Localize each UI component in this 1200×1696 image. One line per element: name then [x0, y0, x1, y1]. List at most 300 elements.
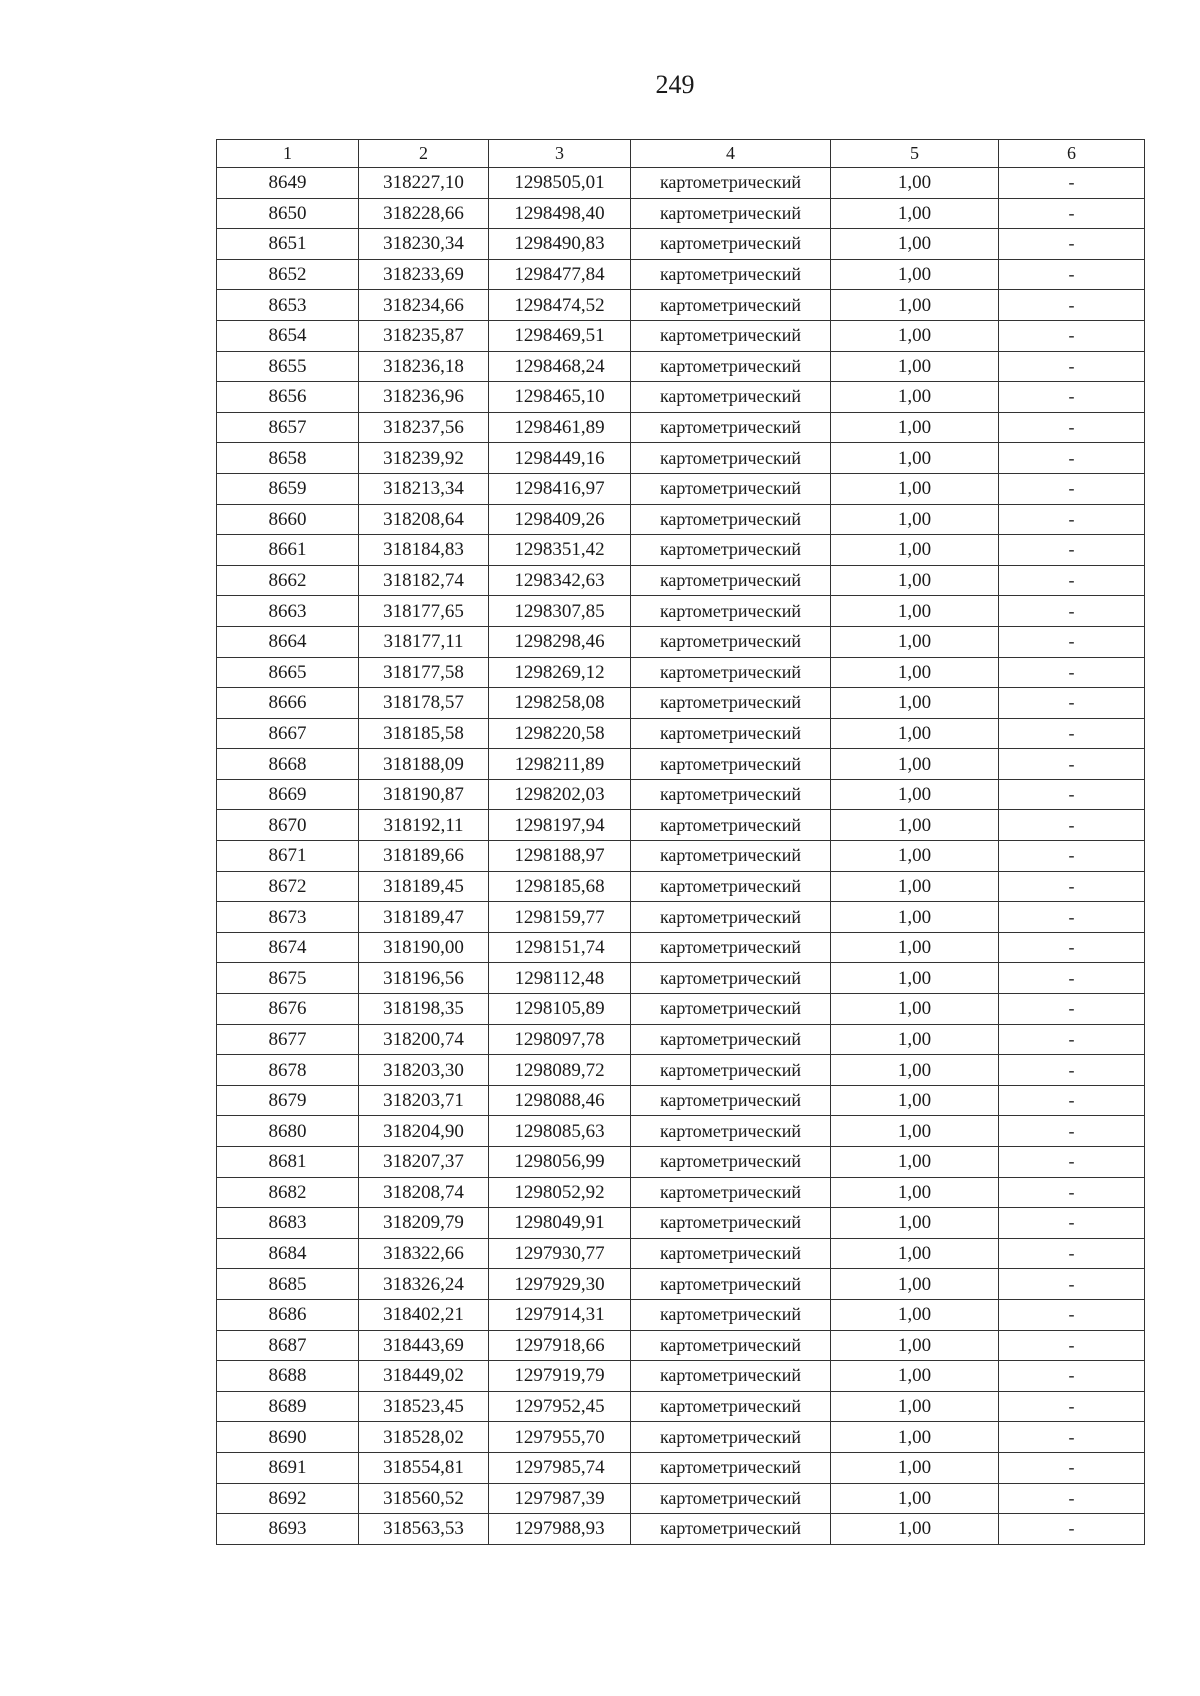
- y-coordinate-cell: 1298056,99: [489, 1147, 631, 1178]
- method-cell: картометрический: [631, 290, 831, 321]
- accuracy-cell: 1,00: [831, 1452, 999, 1483]
- y-coordinate-cell: 1298088,46: [489, 1085, 631, 1116]
- method-cell: картометрический: [631, 320, 831, 351]
- table-header: [217, 140, 1145, 168]
- accuracy-cell: 1,00: [831, 749, 999, 780]
- method-cell: картометрический: [631, 932, 831, 963]
- y-coordinate-cell: 1298197,94: [489, 810, 631, 841]
- table-row: [217, 504, 1145, 535]
- method-cell: картометрический: [631, 657, 831, 688]
- accuracy-cell: 1,00: [831, 1055, 999, 1086]
- table-row: [217, 412, 1145, 443]
- point-number-cell: 8660: [217, 504, 359, 535]
- y-coordinate-cell: 1297918,66: [489, 1330, 631, 1361]
- point-number-cell: 8669: [217, 779, 359, 810]
- x-coordinate-cell: 318230,34: [359, 229, 489, 260]
- x-coordinate-cell: 318528,02: [359, 1422, 489, 1453]
- accuracy-cell: 1,00: [831, 1514, 999, 1545]
- header-row: [217, 140, 1145, 168]
- accuracy-cell: 1,00: [831, 1116, 999, 1147]
- y-coordinate-cell: 1298298,46: [489, 626, 631, 657]
- method-cell: картометрический: [631, 1269, 831, 1300]
- x-coordinate-cell: 318209,79: [359, 1208, 489, 1239]
- x-coordinate-cell: 318227,10: [359, 168, 489, 199]
- table-row: [217, 1177, 1145, 1208]
- table-row: [217, 535, 1145, 566]
- header-cell-1: 1: [217, 140, 359, 168]
- point-number-cell: 8677: [217, 1024, 359, 1055]
- note-cell: -: [999, 1452, 1145, 1483]
- method-cell: картометрический: [631, 1238, 831, 1269]
- point-number-cell: 8673: [217, 902, 359, 933]
- note-cell: -: [999, 596, 1145, 627]
- method-cell: картометрический: [631, 1055, 831, 1086]
- note-cell: -: [999, 412, 1145, 443]
- header-cell-4: 4: [631, 140, 831, 168]
- point-number-cell: 8661: [217, 535, 359, 566]
- table-row: [217, 994, 1145, 1025]
- table-row: [217, 749, 1145, 780]
- note-cell: -: [999, 229, 1145, 260]
- point-number-cell: 8650: [217, 198, 359, 229]
- note-cell: -: [999, 1147, 1145, 1178]
- table-row: [217, 626, 1145, 657]
- point-number-cell: 8657: [217, 412, 359, 443]
- x-coordinate-cell: 318184,83: [359, 535, 489, 566]
- accuracy-cell: 1,00: [831, 1238, 999, 1269]
- table-row: [217, 1024, 1145, 1055]
- y-coordinate-cell: 1298052,92: [489, 1177, 631, 1208]
- accuracy-cell: 1,00: [831, 994, 999, 1025]
- accuracy-cell: 1,00: [831, 1299, 999, 1330]
- point-number-cell: 8668: [217, 749, 359, 780]
- table-row: [217, 932, 1145, 963]
- table-row: [217, 1116, 1145, 1147]
- y-coordinate-cell: 1298097,78: [489, 1024, 631, 1055]
- method-cell: картометрический: [631, 963, 831, 994]
- table-body: [217, 168, 1145, 1545]
- table-row: [217, 963, 1145, 994]
- x-coordinate-cell: 318236,18: [359, 351, 489, 382]
- table-row: [217, 1422, 1145, 1453]
- accuracy-cell: 1,00: [831, 443, 999, 474]
- accuracy-cell: 1,00: [831, 657, 999, 688]
- method-cell: картометрический: [631, 168, 831, 199]
- x-coordinate-cell: 318236,96: [359, 382, 489, 413]
- accuracy-cell: 1,00: [831, 871, 999, 902]
- x-coordinate-cell: 318239,92: [359, 443, 489, 474]
- note-cell: -: [999, 1177, 1145, 1208]
- accuracy-cell: 1,00: [831, 1147, 999, 1178]
- point-number-cell: 8681: [217, 1147, 359, 1178]
- coordinates-table: [216, 139, 1145, 1545]
- note-cell: -: [999, 320, 1145, 351]
- accuracy-cell: 1,00: [831, 320, 999, 351]
- method-cell: картометрический: [631, 596, 831, 627]
- table-row: [217, 1147, 1145, 1178]
- note-cell: -: [999, 657, 1145, 688]
- note-cell: -: [999, 1024, 1145, 1055]
- y-coordinate-cell: 1298151,74: [489, 932, 631, 963]
- method-cell: картометрический: [631, 565, 831, 596]
- x-coordinate-cell: 318208,74: [359, 1177, 489, 1208]
- accuracy-cell: 1,00: [831, 596, 999, 627]
- note-cell: -: [999, 1208, 1145, 1239]
- note-cell: -: [999, 963, 1145, 994]
- method-cell: картометрический: [631, 1330, 831, 1361]
- note-cell: -: [999, 841, 1145, 872]
- method-cell: картометрический: [631, 1422, 831, 1453]
- x-coordinate-cell: 318189,66: [359, 841, 489, 872]
- accuracy-cell: 1,00: [831, 1269, 999, 1300]
- point-number-cell: 8690: [217, 1422, 359, 1453]
- note-cell: -: [999, 902, 1145, 933]
- accuracy-cell: 1,00: [831, 810, 999, 841]
- point-number-cell: 8684: [217, 1238, 359, 1269]
- method-cell: картометрический: [631, 871, 831, 902]
- method-cell: картометрический: [631, 1177, 831, 1208]
- accuracy-cell: 1,00: [831, 504, 999, 535]
- method-cell: картометрический: [631, 1208, 831, 1239]
- table-row: [217, 871, 1145, 902]
- x-coordinate-cell: 318203,71: [359, 1085, 489, 1116]
- y-coordinate-cell: 1298085,63: [489, 1116, 631, 1147]
- x-coordinate-cell: 318203,30: [359, 1055, 489, 1086]
- x-coordinate-cell: 318207,37: [359, 1147, 489, 1178]
- table-row: [217, 382, 1145, 413]
- y-coordinate-cell: 1298258,08: [489, 688, 631, 719]
- point-number-cell: 8652: [217, 259, 359, 290]
- point-number-cell: 8654: [217, 320, 359, 351]
- note-cell: -: [999, 1514, 1145, 1545]
- note-cell: -: [999, 1055, 1145, 1086]
- x-coordinate-cell: 318198,35: [359, 994, 489, 1025]
- accuracy-cell: 1,00: [831, 1208, 999, 1239]
- header-cell-6: 6: [999, 140, 1145, 168]
- y-coordinate-cell: 1298474,52: [489, 290, 631, 321]
- table-row: [217, 290, 1145, 321]
- y-coordinate-cell: 1298468,24: [489, 351, 631, 382]
- note-cell: -: [999, 1116, 1145, 1147]
- table-row: [217, 229, 1145, 260]
- method-cell: картометрический: [631, 994, 831, 1025]
- point-number-cell: 8688: [217, 1361, 359, 1392]
- method-cell: картометрический: [631, 1361, 831, 1392]
- table-row: [217, 1238, 1145, 1269]
- note-cell: -: [999, 688, 1145, 719]
- accuracy-cell: 1,00: [831, 1024, 999, 1055]
- note-cell: -: [999, 1299, 1145, 1330]
- method-cell: картометрический: [631, 198, 831, 229]
- accuracy-cell: 1,00: [831, 351, 999, 382]
- method-cell: картометрический: [631, 810, 831, 841]
- note-cell: -: [999, 810, 1145, 841]
- table-row: [217, 1391, 1145, 1422]
- method-cell: картометрический: [631, 1024, 831, 1055]
- x-coordinate-cell: 318402,21: [359, 1299, 489, 1330]
- x-coordinate-cell: 318177,65: [359, 596, 489, 627]
- y-coordinate-cell: 1298211,89: [489, 749, 631, 780]
- method-cell: картометрический: [631, 841, 831, 872]
- point-number-cell: 8687: [217, 1330, 359, 1361]
- table-row: [217, 443, 1145, 474]
- x-coordinate-cell: 318177,11: [359, 626, 489, 657]
- x-coordinate-cell: 318443,69: [359, 1330, 489, 1361]
- accuracy-cell: 1,00: [831, 902, 999, 933]
- accuracy-cell: 1,00: [831, 290, 999, 321]
- method-cell: картометрический: [631, 443, 831, 474]
- point-number-cell: 8683: [217, 1208, 359, 1239]
- y-coordinate-cell: 1298112,48: [489, 963, 631, 994]
- method-cell: картометрический: [631, 718, 831, 749]
- table-row: [217, 902, 1145, 933]
- x-coordinate-cell: 318200,74: [359, 1024, 489, 1055]
- note-cell: -: [999, 871, 1145, 902]
- y-coordinate-cell: 1298416,97: [489, 473, 631, 504]
- method-cell: картометрический: [631, 1116, 831, 1147]
- note-cell: -: [999, 168, 1145, 199]
- note-cell: -: [999, 1422, 1145, 1453]
- method-cell: картометрический: [631, 779, 831, 810]
- x-coordinate-cell: 318228,66: [359, 198, 489, 229]
- accuracy-cell: 1,00: [831, 198, 999, 229]
- note-cell: -: [999, 1085, 1145, 1116]
- table-row: [217, 351, 1145, 382]
- x-coordinate-cell: 318192,11: [359, 810, 489, 841]
- accuracy-cell: 1,00: [831, 535, 999, 566]
- note-cell: -: [999, 473, 1145, 504]
- method-cell: картометрический: [631, 688, 831, 719]
- note-cell: -: [999, 626, 1145, 657]
- x-coordinate-cell: 318449,02: [359, 1361, 489, 1392]
- method-cell: картометрический: [631, 412, 831, 443]
- point-number-cell: 8655: [217, 351, 359, 382]
- y-coordinate-cell: 1298202,03: [489, 779, 631, 810]
- point-number-cell: 8682: [217, 1177, 359, 1208]
- y-coordinate-cell: 1298461,89: [489, 412, 631, 443]
- accuracy-cell: 1,00: [831, 382, 999, 413]
- note-cell: -: [999, 718, 1145, 749]
- table-row: [217, 1299, 1145, 1330]
- accuracy-cell: 1,00: [831, 1330, 999, 1361]
- note-cell: -: [999, 351, 1145, 382]
- table-row: [217, 779, 1145, 810]
- table-row: [217, 1055, 1145, 1086]
- note-cell: -: [999, 535, 1145, 566]
- table-row: [217, 473, 1145, 504]
- note-cell: -: [999, 382, 1145, 413]
- x-coordinate-cell: 318189,45: [359, 871, 489, 902]
- accuracy-cell: 1,00: [831, 1177, 999, 1208]
- accuracy-cell: 1,00: [831, 841, 999, 872]
- y-coordinate-cell: 1298449,16: [489, 443, 631, 474]
- y-coordinate-cell: 1298049,91: [489, 1208, 631, 1239]
- point-number-cell: 8663: [217, 596, 359, 627]
- point-number-cell: 8664: [217, 626, 359, 657]
- note-cell: -: [999, 443, 1145, 474]
- note-cell: -: [999, 994, 1145, 1025]
- table-row: [217, 1208, 1145, 1239]
- x-coordinate-cell: 318204,90: [359, 1116, 489, 1147]
- accuracy-cell: 1,00: [831, 963, 999, 994]
- accuracy-cell: 1,00: [831, 412, 999, 443]
- y-coordinate-cell: 1298105,89: [489, 994, 631, 1025]
- accuracy-cell: 1,00: [831, 688, 999, 719]
- y-coordinate-cell: 1298269,12: [489, 657, 631, 688]
- point-number-cell: 8651: [217, 229, 359, 260]
- point-number-cell: 8659: [217, 473, 359, 504]
- table-row: [217, 198, 1145, 229]
- y-coordinate-cell: 1298409,26: [489, 504, 631, 535]
- point-number-cell: 8658: [217, 443, 359, 474]
- y-coordinate-cell: 1298159,77: [489, 902, 631, 933]
- method-cell: картометрический: [631, 535, 831, 566]
- x-coordinate-cell: 318185,58: [359, 718, 489, 749]
- header-cell-3: 3: [489, 140, 631, 168]
- note-cell: -: [999, 1269, 1145, 1300]
- accuracy-cell: 1,00: [831, 626, 999, 657]
- note-cell: -: [999, 504, 1145, 535]
- y-coordinate-cell: 1298490,83: [489, 229, 631, 260]
- y-coordinate-cell: 1297929,30: [489, 1269, 631, 1300]
- page-number: 249: [655, 70, 695, 99]
- point-number-cell: 8666: [217, 688, 359, 719]
- point-number-cell: 8672: [217, 871, 359, 902]
- note-cell: -: [999, 1330, 1145, 1361]
- y-coordinate-cell: 1298188,97: [489, 841, 631, 872]
- accuracy-cell: 1,00: [831, 779, 999, 810]
- x-coordinate-cell: 318188,09: [359, 749, 489, 780]
- y-coordinate-cell: 1298477,84: [489, 259, 631, 290]
- x-coordinate-cell: 318208,64: [359, 504, 489, 535]
- method-cell: картометрический: [631, 351, 831, 382]
- x-coordinate-cell: 318182,74: [359, 565, 489, 596]
- x-coordinate-cell: 318554,81: [359, 1452, 489, 1483]
- y-coordinate-cell: 1298220,58: [489, 718, 631, 749]
- x-coordinate-cell: 318234,66: [359, 290, 489, 321]
- method-cell: картометрический: [631, 1085, 831, 1116]
- method-cell: картометрический: [631, 473, 831, 504]
- table-row: [217, 688, 1145, 719]
- note-cell: -: [999, 779, 1145, 810]
- method-cell: картометрический: [631, 1483, 831, 1514]
- method-cell: картометрический: [631, 1391, 831, 1422]
- table-row: [217, 1514, 1145, 1545]
- table-row: [217, 841, 1145, 872]
- table-row: [217, 1085, 1145, 1116]
- table-row: [217, 320, 1145, 351]
- accuracy-cell: 1,00: [831, 565, 999, 596]
- x-coordinate-cell: 318322,66: [359, 1238, 489, 1269]
- point-number-cell: 8679: [217, 1085, 359, 1116]
- y-coordinate-cell: 1298465,10: [489, 382, 631, 413]
- accuracy-cell: 1,00: [831, 718, 999, 749]
- y-coordinate-cell: 1298307,85: [489, 596, 631, 627]
- point-number-cell: 8674: [217, 932, 359, 963]
- point-number-cell: 8656: [217, 382, 359, 413]
- x-coordinate-cell: 318178,57: [359, 688, 489, 719]
- table-row: [217, 1452, 1145, 1483]
- point-number-cell: 8691: [217, 1452, 359, 1483]
- accuracy-cell: 1,00: [831, 1483, 999, 1514]
- y-coordinate-cell: 1298469,51: [489, 320, 631, 351]
- accuracy-cell: 1,00: [831, 229, 999, 260]
- y-coordinate-cell: 1298089,72: [489, 1055, 631, 1086]
- point-number-cell: 8693: [217, 1514, 359, 1545]
- point-number-cell: 8675: [217, 963, 359, 994]
- method-cell: картометрический: [631, 229, 831, 260]
- y-coordinate-cell: 1298351,42: [489, 535, 631, 566]
- y-coordinate-cell: 1297955,70: [489, 1422, 631, 1453]
- header-cell-5: 5: [831, 140, 999, 168]
- x-coordinate-cell: 318196,56: [359, 963, 489, 994]
- method-cell: картометрический: [631, 1452, 831, 1483]
- point-number-cell: 8685: [217, 1269, 359, 1300]
- point-number-cell: 8667: [217, 718, 359, 749]
- x-coordinate-cell: 318560,52: [359, 1483, 489, 1514]
- accuracy-cell: 1,00: [831, 259, 999, 290]
- y-coordinate-cell: 1297952,45: [489, 1391, 631, 1422]
- y-coordinate-cell: 1297930,77: [489, 1238, 631, 1269]
- point-number-cell: 8686: [217, 1299, 359, 1330]
- table-row: [217, 1330, 1145, 1361]
- table-row: [217, 1269, 1145, 1300]
- method-cell: картометрический: [631, 1514, 831, 1545]
- table-row: [217, 565, 1145, 596]
- point-number-cell: 8689: [217, 1391, 359, 1422]
- point-number-cell: 8670: [217, 810, 359, 841]
- method-cell: картометрический: [631, 504, 831, 535]
- table-row: [217, 596, 1145, 627]
- note-cell: -: [999, 1238, 1145, 1269]
- table-row: [217, 1483, 1145, 1514]
- table-row: [217, 657, 1145, 688]
- note-cell: -: [999, 749, 1145, 780]
- method-cell: картометрический: [631, 259, 831, 290]
- note-cell: -: [999, 932, 1145, 963]
- x-coordinate-cell: 318189,47: [359, 902, 489, 933]
- table-row: [217, 810, 1145, 841]
- table-row: [217, 718, 1145, 749]
- point-number-cell: 8676: [217, 994, 359, 1025]
- table-row: [217, 1361, 1145, 1392]
- accuracy-cell: 1,00: [831, 1361, 999, 1392]
- method-cell: картометрический: [631, 902, 831, 933]
- x-coordinate-cell: 318233,69: [359, 259, 489, 290]
- point-number-cell: 8692: [217, 1483, 359, 1514]
- note-cell: -: [999, 259, 1145, 290]
- point-number-cell: 8671: [217, 841, 359, 872]
- y-coordinate-cell: 1298342,63: [489, 565, 631, 596]
- y-coordinate-cell: 1297914,31: [489, 1299, 631, 1330]
- accuracy-cell: 1,00: [831, 1391, 999, 1422]
- y-coordinate-cell: 1297988,93: [489, 1514, 631, 1545]
- method-cell: картометрический: [631, 1299, 831, 1330]
- x-coordinate-cell: 318523,45: [359, 1391, 489, 1422]
- method-cell: картометрический: [631, 749, 831, 780]
- x-coordinate-cell: 318190,00: [359, 932, 489, 963]
- accuracy-cell: 1,00: [831, 168, 999, 199]
- method-cell: картометрический: [631, 382, 831, 413]
- x-coordinate-cell: 318237,56: [359, 412, 489, 443]
- x-coordinate-cell: 318326,24: [359, 1269, 489, 1300]
- table-row: [217, 168, 1145, 199]
- y-coordinate-cell: 1297919,79: [489, 1361, 631, 1392]
- y-coordinate-cell: 1298505,01: [489, 168, 631, 199]
- accuracy-cell: 1,00: [831, 473, 999, 504]
- point-number-cell: 8653: [217, 290, 359, 321]
- accuracy-cell: 1,00: [831, 932, 999, 963]
